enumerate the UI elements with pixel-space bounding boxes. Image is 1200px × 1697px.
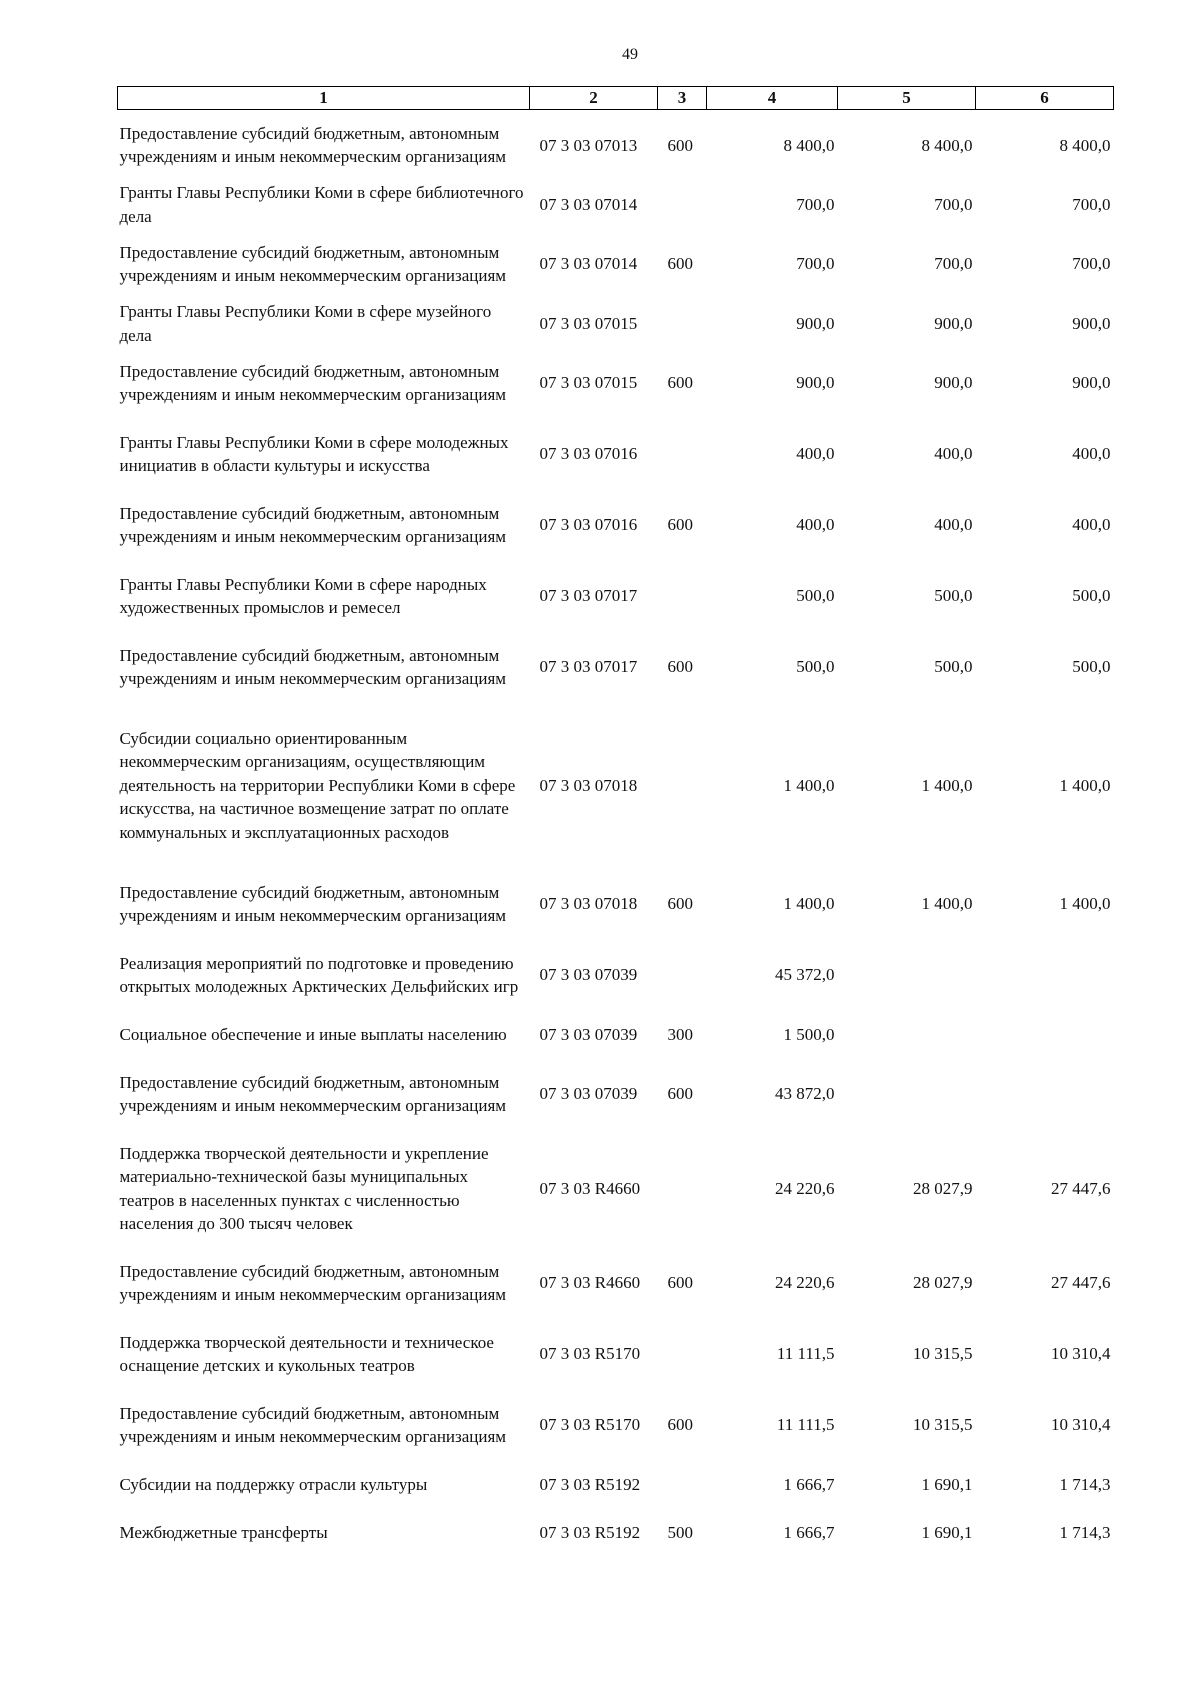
cell-amount-col6: 900,0 [1072,313,1111,333]
cell-amount-col6: 400,0 [1072,515,1111,535]
cell-amount-col6: 27 447,6 [1051,1273,1111,1293]
header-col-3: 3 [658,87,707,110]
cell-expense-type: 600 [667,1273,693,1293]
cell-code: 07 3 03 07014 [539,254,638,274]
cell-code: 07 3 03 07018 [539,894,638,914]
cell-amount-col5: 1 690,1 [921,1474,973,1494]
cell-amount-col5: 500,0 [934,657,973,677]
table-row [118,348,1114,419]
cell-expense-type [658,300,707,348]
cell-amount-col4: 24 220,6 [775,1178,835,1198]
cell-name: Предоставление субсидий бюджетным, автономным учреждениям и иным некоммерческим организациям [119,1072,507,1115]
cell-amount-col4: 400,0 [796,444,835,464]
cell-expense-type: 600 [667,254,693,274]
cell-amount-col4: 1 666,7 [783,1522,835,1542]
cell-expense-type [658,1130,707,1248]
cell-code: 07 3 03 07018 [539,775,638,795]
cell-name: Предоставление субсидий бюджетным, автономным учреждениям и иным некоммерческим организациям [119,1261,507,1304]
cell-code: 07 3 03 R5192 [539,1522,641,1542]
cell-amount-col6: 500,0 [1072,657,1111,677]
cell-amount-col5 [838,1059,976,1130]
cell-amount-col5: 700,0 [934,254,973,274]
cell-code: 07 3 03 07013 [539,135,638,155]
cell-amount-col5: 28 027,9 [913,1273,973,1293]
table-row [118,1248,1114,1319]
cell-amount-col6 [976,1011,1114,1059]
cell-amount-col5: 8 400,0 [921,135,973,155]
cell-amount-col4: 900,0 [796,373,835,393]
cell-amount-col5: 10 315,5 [913,1415,973,1435]
table-row [118,940,1114,1011]
cell-expense-type: 300 [667,1024,693,1044]
cell-amount-col4: 43 872,0 [775,1084,835,1104]
cell-amount-col6: 700,0 [1072,254,1111,274]
cell-code: 07 3 03 07039 [539,1084,638,1104]
cell-name: Социальное обеспечение и иные выплаты населению [119,1024,507,1044]
table-row [118,1319,1114,1390]
cell-amount-col4: 400,0 [796,515,835,535]
header-col-2: 2 [530,87,658,110]
cell-code: 07 3 03 07039 [539,965,638,985]
budget-table [117,86,1114,1557]
cell-expense-type [658,1319,707,1390]
cell-name: Предоставление субсидий бюджетным, автономным учреждениям и иным некоммерческим организациям [119,882,507,925]
table-row [118,1461,1114,1509]
cell-amount-col6: 400,0 [1072,444,1111,464]
table-row [118,419,1114,490]
cell-amount-col5: 900,0 [934,373,973,393]
cell-code: 07 3 03 07014 [539,194,638,214]
cell-amount-col4: 700,0 [796,194,835,214]
cell-name: Гранты Главы Республики Коми в сфере молодежных инициатив в области культуры и искусства [119,432,509,475]
cell-code: 07 3 03 R4660 [539,1273,641,1293]
cell-amount-col6: 900,0 [1072,373,1111,393]
cell-code: 07 3 03 07039 [539,1024,638,1044]
cell-amount-col5: 1 690,1 [921,1522,973,1542]
cell-amount-col6: 500,0 [1072,586,1111,606]
cell-name: Предоставление субсидий бюджетным, автономным учреждениям и иным некоммерческим организациям [119,361,507,404]
cell-amount-col6 [976,1059,1114,1130]
cell-amount-col5 [838,940,976,1011]
cell-name: Гранты Главы Республики Коми в сфере музейного дела [119,302,492,345]
cell-amount-col4: 1 500,0 [783,1024,835,1044]
cell-name: Гранты Главы Республики Коми в сфере библиотечного дела [119,183,524,226]
cell-expense-type: 600 [667,657,693,677]
cell-code: 07 3 03 07016 [539,515,638,535]
cell-amount-col5: 500,0 [934,586,973,606]
cell-amount-col4: 24 220,6 [775,1273,835,1293]
table-row [118,561,1114,632]
cell-amount-col4: 1 666,7 [783,1474,835,1494]
cell-name: Реализация мероприятий по подготовке и проведению открытых молодежных Арктических Дельфийских игр [119,953,519,996]
cell-amount-col4: 11 111,5 [776,1344,835,1364]
cell-amount-col5: 1 400,0 [921,894,973,914]
cell-code: 07 3 03 R5170 [539,1344,641,1364]
table-row [118,490,1114,561]
cell-name: Субсидии социально ориентированным некоммерческим организациям, осуществляющим деятельность на территории Республики Коми в сфере искусства, на частичное возмещение затрат по оплате коммунальных и эксплуатационных расходов [119,728,516,842]
table-row [118,1130,1114,1248]
cell-amount-col5: 400,0 [934,444,973,464]
cell-amount-col6: 1 400,0 [1059,894,1111,914]
cell-code: 07 3 03 07015 [539,373,638,393]
table-row [118,1011,1114,1059]
cell-amount-col4: 700,0 [796,254,835,274]
header-col-6: 6 [976,87,1114,110]
cell-expense-type [658,703,707,869]
page-number: 49 [622,46,638,63]
cell-amount-col4: 11 111,5 [776,1415,835,1435]
cell-expense-type [658,1461,707,1509]
cell-code: 07 3 03 07016 [539,444,638,464]
table-row [118,1390,1114,1461]
cell-name: Предоставление субсидий бюджетным, автономным учреждениям и иным некоммерческим организациям [119,242,507,285]
cell-amount-col5: 10 315,5 [913,1344,973,1364]
table-row [118,1509,1114,1557]
cell-amount-col6: 700,0 [1072,194,1111,214]
table-row [118,229,1114,300]
cell-expense-type [658,419,707,490]
cell-expense-type [658,561,707,632]
cell-amount-col4: 1 400,0 [783,894,835,914]
cell-amount-col5: 700,0 [934,194,973,214]
cell-amount-col6: 8 400,0 [1059,135,1111,155]
cell-amount-col5: 900,0 [934,313,973,333]
table-row [118,703,1114,869]
cell-amount-col5: 1 400,0 [921,775,973,795]
table-row [118,181,1114,229]
cell-amount-col4: 8 400,0 [783,135,835,155]
cell-expense-type: 600 [667,1084,693,1104]
cell-amount-col4: 900,0 [796,313,835,333]
cell-name: Поддержка творческой деятельности и техническое оснащение детских и кукольных театров [119,1332,494,1375]
cell-amount-col4: 45 372,0 [775,965,835,985]
table-row [118,300,1114,348]
cell-name: Гранты Главы Республики Коми в сфере народных художественных промыслов и ремесел [119,574,487,617]
cell-code: 07 3 03 07017 [539,657,638,677]
cell-amount-col4: 1 400,0 [783,775,835,795]
table-row [118,1059,1114,1130]
header-row [118,87,1114,110]
cell-name: Предоставление субсидий бюджетным, автономным учреждениям и иным некоммерческим организациям [119,1403,507,1446]
cell-amount-col6: 1 714,3 [1059,1522,1111,1542]
cell-amount-col4: 500,0 [796,657,835,677]
cell-amount-col4: 500,0 [796,586,835,606]
cell-amount-col6: 1 400,0 [1059,775,1111,795]
cell-amount-col5: 400,0 [934,515,973,535]
cell-name: Предоставление субсидий бюджетным, автономным учреждениям и иным некоммерческим организациям [119,123,507,167]
header-col-4: 4 [707,87,838,110]
cell-name: Межбюджетные трансферты [119,1522,328,1542]
cell-name: Предоставление субсидий бюджетным, автономным учреждениям и иным некоммерческим организациям [119,645,507,688]
cell-amount-col6: 27 447,6 [1051,1178,1111,1198]
cell-amount-col6: 10 310,4 [1051,1415,1111,1435]
cell-code: 07 3 03 07015 [539,313,638,333]
header-col-1: 1 [118,87,530,110]
cell-amount-col5 [838,1011,976,1059]
cell-expense-type: 600 [667,135,693,155]
cell-amount-col6: 1 714,3 [1059,1474,1111,1494]
cell-name: Поддержка творческой деятельности и укрепление материально-технической базы муниципальных театров в населенных пунктах с численностью населения до 300 тысяч человек [119,1143,489,1233]
cell-code: 07 3 03 07017 [539,586,638,606]
cell-expense-type [658,181,707,229]
table-row [118,869,1114,940]
table-header [118,87,1114,110]
cell-expense-type [658,940,707,1011]
cell-amount-col6: 10 310,4 [1051,1344,1111,1364]
cell-code: 07 3 03 R5170 [539,1415,641,1435]
cell-name: Предоставление субсидий бюджетным, автономным учреждениям и иным некоммерческим организациям [119,503,507,546]
table-row [118,632,1114,703]
cell-expense-type: 600 [667,894,693,914]
table-body [118,110,1114,1557]
cell-code: 07 3 03 R5192 [539,1474,641,1494]
cell-amount-col5: 28 027,9 [913,1178,973,1198]
cell-amount-col6 [976,940,1114,1011]
cell-expense-type: 500 [667,1522,693,1542]
header-col-5: 5 [838,87,976,110]
cell-code: 07 3 03 R4660 [539,1178,641,1198]
cell-name: Субсидии на поддержку отрасли культуры [119,1474,428,1494]
cell-expense-type: 600 [667,515,693,535]
cell-expense-type: 600 [667,373,693,393]
cell-expense-type: 600 [667,1415,693,1435]
table-row [118,110,1114,181]
